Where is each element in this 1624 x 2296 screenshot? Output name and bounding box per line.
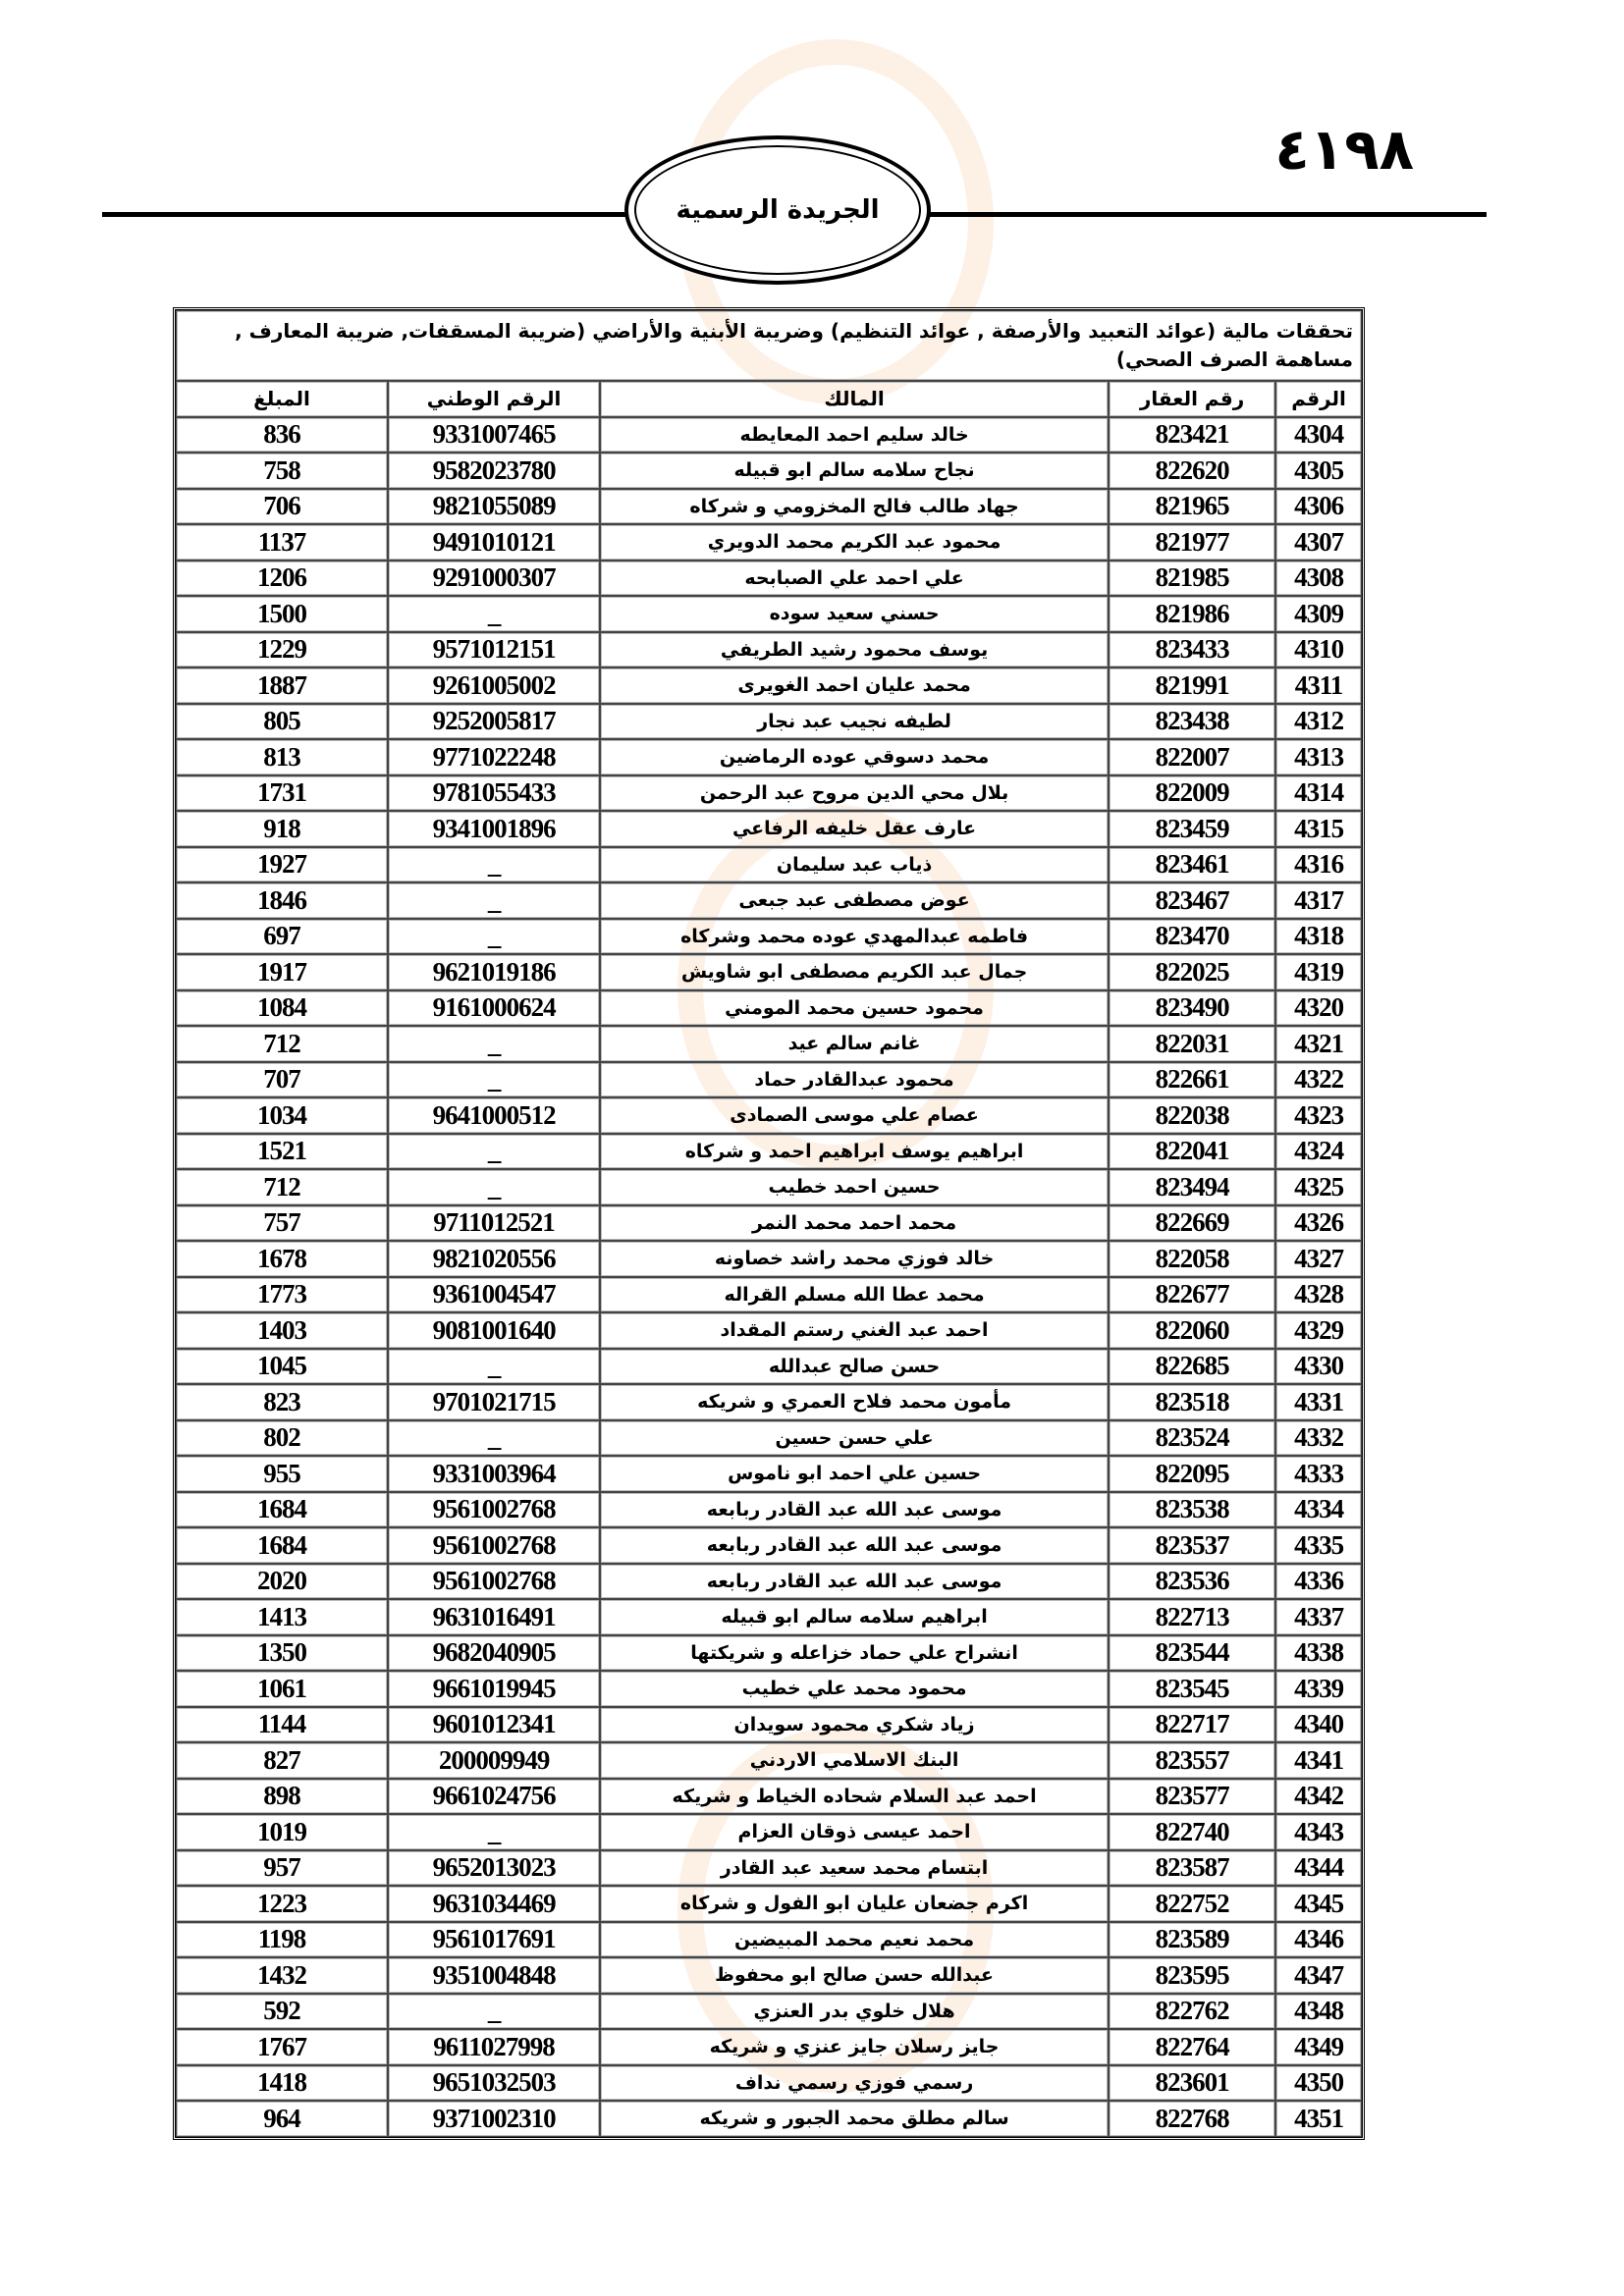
column-header-amount: المبلغ <box>176 381 388 417</box>
cell-row-number: 4317 <box>1275 882 1362 919</box>
table-row <box>176 1205 1362 1242</box>
cell-owner-name: ابراهيم يوسف ابراهيم احمد و شركاه <box>600 1134 1109 1170</box>
table-row <box>176 990 1362 1027</box>
table-row <box>176 1922 1362 1958</box>
table-row <box>176 1062 1362 1098</box>
table-row <box>176 1886 1362 1922</box>
cell-amount: 697 <box>176 919 388 955</box>
column-header-owner-name: المالك <box>600 381 1109 417</box>
cell-row-number: 4334 <box>1275 1492 1362 1528</box>
cell-row-number: 4319 <box>1275 954 1362 990</box>
cell-row-number: 4330 <box>1275 1349 1362 1385</box>
cell-property-number: 822038 <box>1109 1097 1275 1134</box>
cell-owner-name: حسن صالح عبدالله <box>600 1349 1109 1385</box>
table-row <box>176 1277 1362 1313</box>
cell-row-number: 4316 <box>1275 847 1362 883</box>
cell-national-id: 9331003964 <box>388 1456 600 1492</box>
cell-row-number: 4350 <box>1275 2065 1362 2102</box>
table-row <box>176 561 1362 597</box>
cell-amount: 2020 <box>176 1564 388 1600</box>
cell-property-number: 822764 <box>1109 2029 1275 2065</box>
cell-property-number: 823461 <box>1109 847 1275 883</box>
cell-owner-name: حسين علي احمد ابو ناموس <box>600 1456 1109 1492</box>
cell-property-number: 823494 <box>1109 1169 1275 1205</box>
cell-property-number: 823557 <box>1109 1742 1275 1779</box>
cell-property-number: 823538 <box>1109 1492 1275 1528</box>
column-header-national-id: الرقم الوطني <box>388 381 600 417</box>
cell-national-id: 9561017691 <box>388 1922 600 1958</box>
table-row <box>176 667 1362 704</box>
cell-national-id: _ <box>388 882 600 919</box>
cell-property-number: 823536 <box>1109 1564 1275 1600</box>
cell-property-number: 823490 <box>1109 990 1275 1027</box>
table-row <box>176 1850 1362 1887</box>
cell-amount: 1887 <box>176 667 388 704</box>
gazette-title-oval <box>624 135 931 285</box>
cell-national-id: 9561002768 <box>388 1564 600 1600</box>
cell-national-id: 9621019186 <box>388 954 600 990</box>
table-row <box>176 632 1362 668</box>
cell-owner-name: موسى عبد الله عبد القادر ربابعه <box>600 1527 1109 1564</box>
cell-owner-name: محمد نعيم محمد المبيضين <box>600 1922 1109 1958</box>
cell-owner-name: زياد شكري محمود سويدان <box>600 1707 1109 1743</box>
cell-row-number: 4333 <box>1275 1456 1362 1492</box>
cell-property-number: 822041 <box>1109 1134 1275 1170</box>
cell-property-number: 822025 <box>1109 954 1275 990</box>
cell-national-id: 9611027998 <box>388 2029 600 2065</box>
table-row <box>176 1707 1362 1743</box>
cell-row-number: 4323 <box>1275 1097 1362 1134</box>
cell-row-number: 4332 <box>1275 1420 1362 1457</box>
table-row <box>176 1312 1362 1349</box>
cell-amount: 712 <box>176 1169 388 1205</box>
table-row <box>176 1957 1362 1994</box>
cell-amount: 1061 <box>176 1671 388 1707</box>
cell-amount: 1206 <box>176 561 388 597</box>
cell-owner-name: البنك الاسلامي الاردني <box>600 1742 1109 1779</box>
table-row <box>176 1384 1362 1420</box>
table-row <box>176 1420 1362 1457</box>
cell-property-number: 823589 <box>1109 1922 1275 1958</box>
cell-property-number: 822762 <box>1109 1994 1275 2030</box>
cell-amount: 1229 <box>176 632 388 668</box>
table-row <box>176 1742 1362 1779</box>
cell-property-number: 823459 <box>1109 811 1275 847</box>
table-row <box>176 847 1362 883</box>
cell-row-number: 4339 <box>1275 1671 1362 1707</box>
cell-national-id: _ <box>388 1994 600 2030</box>
cell-national-id: _ <box>388 1062 600 1098</box>
cell-amount: 1767 <box>176 2029 388 2065</box>
table-row <box>176 1169 1362 1205</box>
cell-owner-name: جهاد طالب فالح المخزومي و شركاه <box>600 489 1109 525</box>
cell-national-id: 9371002310 <box>388 2101 600 2137</box>
cell-amount: 1917 <box>176 954 388 990</box>
cell-national-id: 9161000624 <box>388 990 600 1027</box>
cell-property-number: 822058 <box>1109 1241 1275 1277</box>
cell-amount: 1144 <box>176 1707 388 1743</box>
table-row <box>176 775 1362 812</box>
cell-national-id: 9261005002 <box>388 667 600 704</box>
cell-property-number: 821986 <box>1109 596 1275 632</box>
table-row <box>176 882 1362 919</box>
cell-national-id: 9561002768 <box>388 1492 600 1528</box>
cell-national-id: 9331007465 <box>388 417 600 454</box>
cell-amount: 1684 <box>176 1492 388 1528</box>
cell-national-id: 200009949 <box>388 1742 600 1779</box>
cell-row-number: 4312 <box>1275 704 1362 740</box>
table-row <box>176 1994 1362 2030</box>
financial-dues-table <box>173 307 1365 2140</box>
cell-amount: 1846 <box>176 882 388 919</box>
table-row <box>176 1635 1362 1672</box>
cell-property-number: 822661 <box>1109 1062 1275 1098</box>
cell-amount: 955 <box>176 1456 388 1492</box>
cell-property-number: 823544 <box>1109 1635 1275 1672</box>
cell-owner-name: محمد دسوقي عوده الرماضين <box>600 739 1109 775</box>
cell-amount: 1418 <box>176 2065 388 2102</box>
cell-amount: 957 <box>176 1850 388 1887</box>
table-row <box>176 453 1362 489</box>
cell-row-number: 4331 <box>1275 1384 1362 1420</box>
table-row <box>176 1097 1362 1134</box>
cell-amount: 1500 <box>176 596 388 632</box>
cell-owner-name: محمود محمد علي خطيب <box>600 1671 1109 1707</box>
cell-property-number: 823587 <box>1109 1850 1275 1887</box>
cell-amount: 1137 <box>176 524 388 561</box>
cell-property-number: 823601 <box>1109 2065 1275 2102</box>
cell-row-number: 4321 <box>1275 1026 1362 1062</box>
cell-amount: 1019 <box>176 1814 388 1850</box>
cell-row-number: 4345 <box>1275 1886 1362 1922</box>
cell-amount: 1198 <box>176 1922 388 1958</box>
cell-row-number: 4338 <box>1275 1635 1362 1672</box>
cell-amount: 758 <box>176 453 388 489</box>
cell-amount: 1773 <box>176 1277 388 1313</box>
cell-national-id: 9601012341 <box>388 1707 600 1743</box>
cell-national-id: 9711012521 <box>388 1205 600 1242</box>
table-row <box>176 2101 1362 2137</box>
table-row <box>176 524 1362 561</box>
cell-property-number: 821965 <box>1109 489 1275 525</box>
cell-owner-name: احمد عبد السلام شحاده الخياط و شريكه <box>600 1779 1109 1815</box>
cell-property-number: 822677 <box>1109 1277 1275 1313</box>
cell-owner-name: عارف عقل خليفه الرفاعي <box>600 811 1109 847</box>
cell-property-number: 822685 <box>1109 1349 1275 1385</box>
column-header-property-number: رقم العقار <box>1109 381 1275 417</box>
cell-owner-name: جمال عبد الكريم مصطفى ابو شاويش <box>600 954 1109 990</box>
cell-owner-name: احمد عيسى ذوقان العزام <box>600 1814 1109 1850</box>
table-row <box>176 1599 1362 1635</box>
table-row <box>176 1671 1362 1707</box>
cell-amount: 1413 <box>176 1599 388 1635</box>
cell-row-number: 4304 <box>1275 417 1362 454</box>
cell-row-number: 4343 <box>1275 1814 1362 1850</box>
cell-row-number: 4305 <box>1275 453 1362 489</box>
cell-national-id: 9661024756 <box>388 1779 600 1815</box>
cell-property-number: 823470 <box>1109 919 1275 955</box>
cell-owner-name: هلال خلوي بدر العنزي <box>600 1994 1109 2030</box>
cell-property-number: 821991 <box>1109 667 1275 704</box>
cell-national-id: _ <box>388 1349 600 1385</box>
cell-amount: 1927 <box>176 847 388 883</box>
cell-amount: 898 <box>176 1779 388 1815</box>
cell-amount: 805 <box>176 704 388 740</box>
cell-row-number: 4335 <box>1275 1527 1362 1564</box>
cell-owner-name: لطيفه نجيب عبد نجار <box>600 704 1109 740</box>
cell-owner-name: مأمون محمد فلاح العمري و شريكه <box>600 1384 1109 1420</box>
cell-national-id: 9641000512 <box>388 1097 600 1134</box>
cell-owner-name: محمد احمد محمد النمر <box>600 1205 1109 1242</box>
cell-property-number: 823433 <box>1109 632 1275 668</box>
cell-property-number: 822717 <box>1109 1707 1275 1743</box>
cell-amount: 827 <box>176 1742 388 1779</box>
cell-national-id: 9781055433 <box>388 775 600 812</box>
cell-national-id: _ <box>388 1169 600 1205</box>
table-row <box>176 1814 1362 1850</box>
cell-owner-name: ابتسام محمد سعيد عبد القادر <box>600 1850 1109 1887</box>
cell-property-number: 823577 <box>1109 1779 1275 1815</box>
cell-owner-name: ذياب عبد سليمان <box>600 847 1109 883</box>
table-row <box>176 1026 1362 1062</box>
cell-property-number: 823467 <box>1109 882 1275 919</box>
cell-property-number: 822713 <box>1109 1599 1275 1635</box>
cell-property-number: 821977 <box>1109 524 1275 561</box>
cell-national-id: _ <box>388 1420 600 1457</box>
cell-row-number: 4342 <box>1275 1779 1362 1815</box>
cell-row-number: 4340 <box>1275 1707 1362 1743</box>
table-row <box>176 1241 1362 1277</box>
cell-row-number: 4349 <box>1275 2029 1362 2065</box>
cell-national-id: 9701021715 <box>388 1384 600 1420</box>
table-row <box>176 2065 1362 2102</box>
cell-amount: 592 <box>176 1994 388 2030</box>
cell-owner-name: اكرم جضعان عليان ابو الفول و شركاه <box>600 1886 1109 1922</box>
cell-owner-name: انشراح علي حماد خزاعله و شريكتها <box>600 1635 1109 1672</box>
cell-national-id: _ <box>388 1134 600 1170</box>
cell-amount: 712 <box>176 1026 388 1062</box>
cell-national-id: 9582023780 <box>388 453 600 489</box>
cell-national-id: 9652013023 <box>388 1850 600 1887</box>
cell-amount: 836 <box>176 417 388 454</box>
cell-owner-name: حسين احمد خطيب <box>600 1169 1109 1205</box>
cell-owner-name: بلال محي الدين مروح عبد الرحمن <box>600 775 1109 812</box>
table-row <box>176 2029 1362 2065</box>
cell-national-id: _ <box>388 1814 600 1850</box>
cell-amount: 1084 <box>176 990 388 1027</box>
cell-property-number: 822009 <box>1109 775 1275 812</box>
cell-property-number: 821985 <box>1109 561 1275 597</box>
cell-national-id: 9291000307 <box>388 561 600 597</box>
cell-national-id: _ <box>388 1026 600 1062</box>
cell-property-number: 822768 <box>1109 2101 1275 2137</box>
table-row <box>176 1349 1362 1385</box>
cell-national-id: _ <box>388 919 600 955</box>
cell-national-id: 9081001640 <box>388 1312 600 1349</box>
cell-row-number: 4314 <box>1275 775 1362 812</box>
page-number: ٤١٩٨ <box>1274 116 1414 183</box>
cell-property-number: 822669 <box>1109 1205 1275 1242</box>
cell-row-number: 4313 <box>1275 739 1362 775</box>
cell-row-number: 4346 <box>1275 1922 1362 1958</box>
cell-national-id: 9661019945 <box>388 1671 600 1707</box>
cell-row-number: 4308 <box>1275 561 1362 597</box>
cell-national-id: 9341001896 <box>388 811 600 847</box>
table-row <box>176 1456 1362 1492</box>
cell-amount: 823 <box>176 1384 388 1420</box>
cell-national-id: 9631016491 <box>388 1599 600 1635</box>
cell-amount: 1350 <box>176 1635 388 1672</box>
cell-owner-name: جايز رسلان جايز عنزي و شريكه <box>600 2029 1109 2065</box>
table-row <box>176 1564 1362 1600</box>
cell-row-number: 4315 <box>1275 811 1362 847</box>
table-row <box>176 739 1362 775</box>
cell-amount: 1045 <box>176 1349 388 1385</box>
cell-owner-name: محمد عليان احمد الغويرى <box>600 667 1109 704</box>
cell-national-id: 9361004547 <box>388 1277 600 1313</box>
cell-owner-name: رسمي فوزي رسمي نداف <box>600 2065 1109 2102</box>
cell-amount: 1223 <box>176 1886 388 1922</box>
cell-national-id: 9651032503 <box>388 2065 600 2102</box>
cell-amount: 707 <box>176 1062 388 1098</box>
cell-row-number: 4328 <box>1275 1277 1362 1313</box>
cell-row-number: 4344 <box>1275 1850 1362 1887</box>
cell-row-number: 4307 <box>1275 524 1362 561</box>
table-row <box>176 919 1362 955</box>
cell-amount: 802 <box>176 1420 388 1457</box>
cell-row-number: 4309 <box>1275 596 1362 632</box>
cell-amount: 1403 <box>176 1312 388 1349</box>
cell-row-number: 4347 <box>1275 1957 1362 1994</box>
cell-row-number: 4322 <box>1275 1062 1362 1098</box>
cell-owner-name: يوسف محمود رشيد الطريفي <box>600 632 1109 668</box>
cell-row-number: 4348 <box>1275 1994 1362 2030</box>
cell-property-number: 823524 <box>1109 1420 1275 1457</box>
cell-owner-name: عصام علي موسى الصمادى <box>600 1097 1109 1134</box>
cell-row-number: 4306 <box>1275 489 1362 525</box>
cell-row-number: 4336 <box>1275 1564 1362 1600</box>
cell-amount: 813 <box>176 739 388 775</box>
cell-property-number: 823537 <box>1109 1527 1275 1564</box>
table-row <box>176 704 1362 740</box>
cell-amount: 757 <box>176 1205 388 1242</box>
cell-row-number: 4324 <box>1275 1134 1362 1170</box>
table-title: تحققات مالية (عوائد التعبيد والأرصفة , عوائد التنظيم) وضريبة الأبنية والأراضي (ضريبة المسقفات, ضريبة المعارف , مساهمة الصرف الصحي) <box>176 310 1362 381</box>
cell-row-number: 4327 <box>1275 1241 1362 1277</box>
cell-owner-name: حسني سعيد سوده <box>600 596 1109 632</box>
cell-national-id: 9821055089 <box>388 489 600 525</box>
table-row <box>176 596 1362 632</box>
cell-property-number: 822095 <box>1109 1456 1275 1492</box>
cell-owner-name: موسى عبد الله عبد القادر ربابعه <box>600 1564 1109 1600</box>
cell-row-number: 4325 <box>1275 1169 1362 1205</box>
cell-owner-name: محمد عطا الله مسلم القراله <box>600 1277 1109 1313</box>
cell-national-id: 9631034469 <box>388 1886 600 1922</box>
cell-owner-name: غانم سالم عيد <box>600 1026 1109 1062</box>
cell-row-number: 4311 <box>1275 667 1362 704</box>
cell-owner-name: عوض مصطفى عبد جبعى <box>600 882 1109 919</box>
cell-property-number: 822007 <box>1109 739 1275 775</box>
cell-row-number: 4310 <box>1275 632 1362 668</box>
table-row <box>176 1492 1362 1528</box>
table-row <box>176 1527 1362 1564</box>
cell-national-id: 9561002768 <box>388 1527 600 1564</box>
table-row <box>176 1779 1362 1815</box>
cell-property-number: 823595 <box>1109 1957 1275 1994</box>
cell-owner-name: احمد عبد الغني رستم المقداد <box>600 1312 1109 1349</box>
cell-property-number: 823438 <box>1109 704 1275 740</box>
cell-national-id: 9682040905 <box>388 1635 600 1672</box>
cell-owner-name: خالد سليم احمد المعايطه <box>600 417 1109 454</box>
cell-property-number: 823518 <box>1109 1384 1275 1420</box>
cell-amount: 1684 <box>176 1527 388 1564</box>
column-header-row-number: الرقم <box>1275 381 1362 417</box>
cell-row-number: 4329 <box>1275 1312 1362 1349</box>
cell-row-number: 4318 <box>1275 919 1362 955</box>
cell-row-number: 4351 <box>1275 2101 1362 2137</box>
cell-national-id: 9351004848 <box>388 1957 600 1994</box>
cell-amount: 1678 <box>176 1241 388 1277</box>
cell-amount: 706 <box>176 489 388 525</box>
cell-amount: 1731 <box>176 775 388 812</box>
cell-amount: 918 <box>176 811 388 847</box>
cell-national-id: _ <box>388 596 600 632</box>
cell-owner-name: سالم مطلق محمد الجبور و شريكه <box>600 2101 1109 2137</box>
cell-national-id: 9491010121 <box>388 524 600 561</box>
table-row <box>176 417 1362 454</box>
cell-amount: 1034 <box>176 1097 388 1134</box>
table-row <box>176 1134 1362 1170</box>
cell-property-number: 822620 <box>1109 453 1275 489</box>
cell-owner-name: محمود حسين محمد المومني <box>600 990 1109 1027</box>
table-row <box>176 489 1362 525</box>
cell-property-number: 823421 <box>1109 417 1275 454</box>
cell-property-number: 822740 <box>1109 1814 1275 1850</box>
cell-owner-name: محمود عبد الكريم محمد الدويري <box>600 524 1109 561</box>
cell-property-number: 822060 <box>1109 1312 1275 1349</box>
cell-national-id: _ <box>388 847 600 883</box>
cell-property-number: 823545 <box>1109 1671 1275 1707</box>
cell-national-id: 9252005817 <box>388 704 600 740</box>
cell-amount: 964 <box>176 2101 388 2137</box>
cell-amount: 1432 <box>176 1957 388 1994</box>
cell-owner-name: ابراهيم سلامه سالم ابو قبيله <box>600 1599 1109 1635</box>
table-row <box>176 811 1362 847</box>
cell-national-id: 9821020556 <box>388 1241 600 1277</box>
cell-owner-name: موسى عبد الله عبد القادر ربابعه <box>600 1492 1109 1528</box>
table-row <box>176 954 1362 990</box>
cell-owner-name: خالد فوزي محمد راشد خصاونه <box>600 1241 1109 1277</box>
cell-owner-name: عبدالله حسن صالح ابو محفوظ <box>600 1957 1109 1994</box>
cell-property-number: 822031 <box>1109 1026 1275 1062</box>
cell-owner-name: محمود عبدالقادر حماد <box>600 1062 1109 1098</box>
cell-row-number: 4337 <box>1275 1599 1362 1635</box>
cell-national-id: 9571012151 <box>388 632 600 668</box>
cell-property-number: 822752 <box>1109 1886 1275 1922</box>
cell-owner-name: علي حسن حسين <box>600 1420 1109 1457</box>
cell-row-number: 4341 <box>1275 1742 1362 1779</box>
cell-owner-name: نجاح سلامه سالم ابو قبيله <box>600 453 1109 489</box>
cell-owner-name: فاطمه عبدالمهدي عوده محمد وشركاه <box>600 919 1109 955</box>
cell-owner-name: علي احمد علي الصبابحه <box>600 561 1109 597</box>
cell-row-number: 4326 <box>1275 1205 1362 1242</box>
cell-row-number: 4320 <box>1275 990 1362 1027</box>
gazette-title: الجريدة الرسمية <box>676 195 880 225</box>
cell-national-id: 9771022248 <box>388 739 600 775</box>
cell-amount: 1521 <box>176 1134 388 1170</box>
